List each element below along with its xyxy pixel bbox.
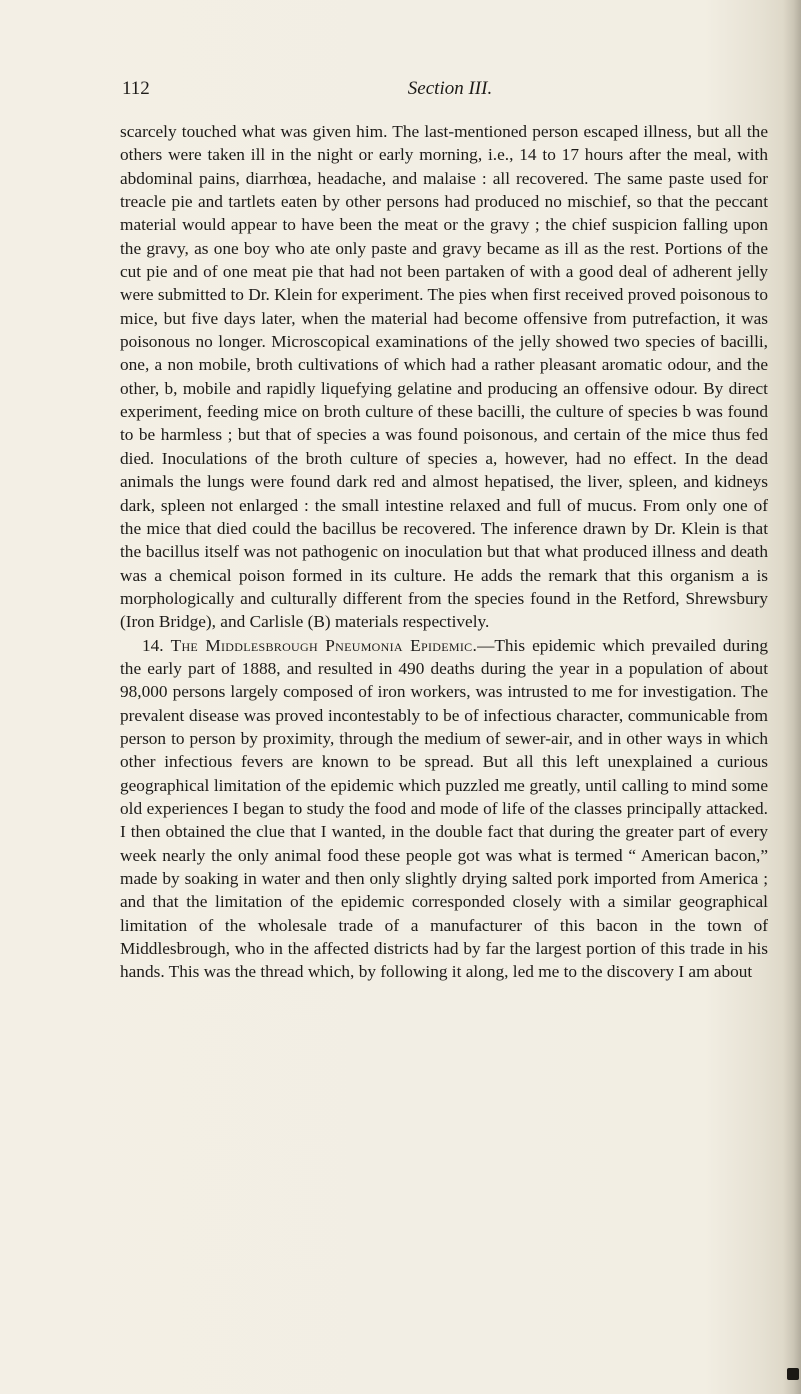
page-header (122, 78, 768, 102)
paragraph-middlesbrough (120, 634, 768, 984)
page-number: 112 (122, 78, 150, 99)
section-heading: The Middlesbrough Pneumonia Epidemic. (170, 635, 478, 655)
section-number: 14. (142, 635, 164, 655)
page-edge-shadow (783, 0, 801, 1394)
paragraph-continuation: scarcely touched what was given him. The last-mentioned person escaped illness, but all the others were taken ill in the night or early morning, i.e., 14 to 17 hours after the meal, with abdominal pains, diarrhœa, headache, and malaise : all recovered. The same paste used for treacle pie and tartlets eaten by other persons had produced no mischief, so that the peccant material would appear to have been the meat or the gravy ; the chief suspicion falling upon the gravy, as one boy who ate only paste and gravy became as ill as the rest. Portions of the cut pie and of one meat pie that had not been partaken of with a good deal of adherent jelly were submitted to Dr. Klein for experiment. The pies when first received proved poisonous to mice, but five days later, when the material had become offensive from putrefaction, it was poisonous no longer. Microscopical examinations of the jelly showed two species of bacilli, one, a non mobile, broth cultivations of which had a rather pleasant aromatic odour, and the other, b, mobile and rapidly liquefying gelatine and producing an offensive odour. By direct experiment, feeding mice on broth culture of these bacilli, the culture of species b was found to be harmless ; but that of species a was found poisonous, and certain of the mice thus fed died. Inoculations of the broth culture of species a, however, had no effect. In the dead animals the lungs were found dark red and almost hepatised, the liver, spleen, and kidneys dark, spleen not enlarged : the small intestine relaxed and full of mucus. From only one of the mice that died could the bacillus be recovered. The inference drawn by Dr. Klein is that the bacillus itself was not pathogenic on inoculation but that what produced illness and death was a chemical poison formed in its culture. He adds the remark that this organism a is morphologically and culturally different from the species found in the Retford, Shrewsbury (Iron Bridge), and Carlisle (B) materials respectively. (120, 122, 768, 632)
body-text (120, 120, 768, 984)
page-edge-mark (787, 1368, 799, 1380)
section-body: —This epidemic which prevailed during the early part of 1888, and resulted in 490 deaths during the year in a population of about 98,000 persons largely composed of iron workers, was intrusted to me for investigation. The prevalent disease was proved incontestably to be of infectious character, communicable from person to person by proximity, through the medium of sewer-air, and in other ways in which other infectious fevers are known to be spread. But all this left unexplained a curious geographical limitation of the epidemic which puzzled me greatly, until calling to mind some old experiences I began to study the food and mode of life of the classes principally attacked. I then obtained the clue that I wanted, in the double fact that during the greater part of every week nearly the only animal food these people got was what is termed “ American bacon,” made by soaking in water and then only slightly drying salted pork imported from America ; and that the limitation of the epidemic corresponded closely with a similar geographical limitation of the wholesale trade of a manufacturer of this bacon in the town of Middlesbrough, who in the affected districts had by far the largest portion of this trade in his hands. This was the thread which, by following it along, led me to the discovery I am about (120, 635, 769, 982)
running-head: Section III. (407, 78, 493, 99)
